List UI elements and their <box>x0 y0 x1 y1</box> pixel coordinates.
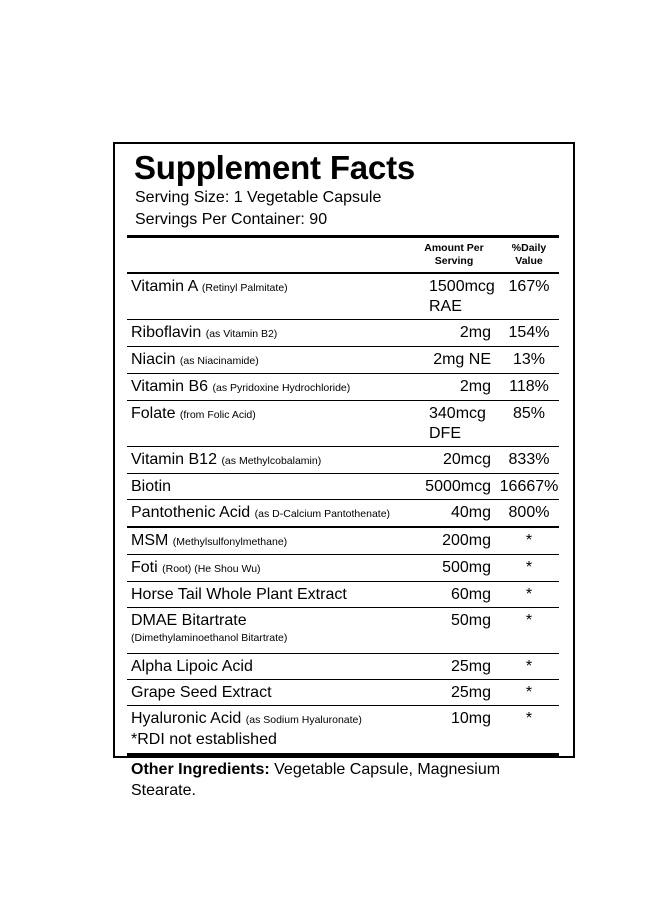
nutrient-label: Foti <box>131 559 158 576</box>
nutrient-amount: 10mg <box>450 710 491 727</box>
nutrient-amount: 25mg <box>450 684 491 701</box>
nutrient-row-horse-tail <box>127 582 559 608</box>
nutrient-name <box>131 585 409 605</box>
nutrient-name <box>131 683 409 703</box>
amount-header-line2: Serving <box>434 255 474 267</box>
nutrient-detail: (Retinyl Palmitate) <box>201 282 288 294</box>
nutrient-label: Alpha Lipoic Acid <box>131 658 253 675</box>
amount-header <box>409 242 499 268</box>
nutrient-amount: 500mg <box>442 559 491 576</box>
daily-value-header <box>499 242 559 268</box>
amount-line2: RAE <box>429 298 462 315</box>
rdi-footnote: *RDI not established <box>131 731 277 748</box>
nutrient-name <box>131 503 409 524</box>
nutrient-amount: 2mg NE <box>433 351 491 368</box>
nutrient-row-alpha-lipoic-acid <box>127 654 559 680</box>
nutrient-amount: 2mg <box>459 378 491 395</box>
nutrient-label: Horse Tail Whole Plant Extract <box>131 586 347 603</box>
nutrient-label: Niacin <box>131 351 176 368</box>
nutrient-name <box>131 657 409 677</box>
nutrient-name <box>131 709 409 730</box>
nutrient-amount: 60mg <box>450 586 491 603</box>
nutrient-name <box>131 277 409 298</box>
nutrient-name <box>131 558 409 579</box>
amount-header-line1: Amount Per <box>424 242 484 254</box>
nutrient-row-grape-seed-extract <box>127 680 559 706</box>
nutrient-label: Grape Seed Extract <box>131 684 272 701</box>
amount-line1: 1500mcg <box>429 278 495 295</box>
nutrient-dv: 800% <box>508 504 550 521</box>
nutrient-amount: 40mg <box>450 504 491 521</box>
other-ingredients <box>131 759 559 801</box>
nutrient-name <box>131 377 409 398</box>
serving-size: Serving Size: 1 Vegetable Capsule <box>135 189 382 206</box>
nutrient-detail: (as Sodium Hyaluronate) <box>245 714 362 726</box>
nutrient-name <box>131 611 409 651</box>
nutrient-name <box>131 477 409 497</box>
nutrient-row-pantothenic-acid <box>127 500 559 528</box>
nutrient-amount: 2mg <box>459 324 491 341</box>
nutrient-row-vitamin-a <box>127 274 559 320</box>
nutrient-label: DMAE Bitartrate <box>131 612 247 629</box>
nutrient-detail: (Dimethylaminoethanol Bitartrate) <box>131 632 288 644</box>
nutrient-amount: 50mg <box>450 612 491 629</box>
nutrient-name <box>131 531 409 552</box>
nutrient-dv: * <box>525 586 533 603</box>
nutrient-detail: (Methylsulfonylmethane) <box>172 536 288 548</box>
nutrient-dv: 118% <box>509 378 549 395</box>
supplement-facts-panel <box>113 142 575 799</box>
nutrient-dv: 833% <box>508 451 550 468</box>
nutrient-row-msm <box>127 528 559 555</box>
nutrient-detail: (as Pyridoxine Hydrochloride) <box>212 382 351 394</box>
nutrient-row-dmae <box>127 608 559 654</box>
panel-title: Supplement Facts <box>134 149 416 186</box>
nutrient-row-niacin <box>127 347 559 374</box>
nutrient-amount: 20mcg <box>442 451 491 468</box>
other-ingredients-text: Vegetable Capsule, Magnesium Stearate. <box>131 761 501 799</box>
amount-line1: 340mcg <box>429 405 486 422</box>
dv-header-line2: Value <box>515 255 543 267</box>
nutrient-row-biotin <box>127 474 559 500</box>
nutrient-detail: (as Methylcobalamin) <box>221 455 322 467</box>
nutrient-label: Vitamin B12 <box>131 451 217 468</box>
nutrient-row-vitamin-b12 <box>127 447 559 474</box>
nutrient-row-hyaluronic-acid <box>127 706 559 730</box>
nutrient-dv: 13% <box>512 351 546 368</box>
amount-line2: DFE <box>429 425 461 442</box>
nutrient-label: Hyaluronic Acid <box>131 710 242 727</box>
nutrient-detail: (as D-Calcium Pantothenate) <box>254 508 391 520</box>
nutrient-dv: * <box>525 612 533 629</box>
nutrient-label: Vitamin B6 <box>131 378 209 395</box>
nutrient-dv: 16667% <box>499 478 559 495</box>
row-spacer <box>131 645 409 651</box>
nutrient-label: MSM <box>131 532 169 549</box>
nutrient-name <box>131 323 409 344</box>
nutrient-amount <box>409 404 499 444</box>
nutrient-dv: * <box>525 710 533 727</box>
nutrient-dv: * <box>525 658 533 675</box>
nutrient-label: Pantothenic Acid <box>131 504 251 521</box>
nutrient-label: Biotin <box>131 478 172 495</box>
nutrient-name <box>131 350 409 371</box>
nutrient-detail: (as Vitamin B2) <box>205 328 278 340</box>
nutrient-row-riboflavin <box>127 320 559 347</box>
nutrient-name <box>131 404 409 425</box>
nutrient-row-vitamin-b6 <box>127 374 559 401</box>
footer-divider <box>127 753 559 756</box>
nutrient-row-folate <box>127 401 559 447</box>
nutrient-dv: 154% <box>508 324 550 341</box>
nutrient-name <box>131 450 409 471</box>
nutrient-amount <box>409 277 499 317</box>
nutrient-dv: 85% <box>512 405 546 422</box>
column-header-row <box>127 238 559 274</box>
servings-per-container: Servings Per Container: 90 <box>135 211 328 228</box>
dv-header-line1: %Daily <box>511 242 547 254</box>
nutrient-detail: (from Folic Acid) <box>179 409 256 421</box>
nutrient-label: Vitamin A <box>131 278 198 295</box>
nutrient-label: Folate <box>131 405 176 422</box>
nutrient-dv: 167% <box>508 278 550 295</box>
nutrient-label: Riboflavin <box>131 324 202 341</box>
nutrient-detail: (as Niacinamide) <box>179 355 259 367</box>
nutrient-amount: 25mg <box>450 658 491 675</box>
nutrient-dv: * <box>525 532 533 549</box>
nutrient-dv: * <box>525 559 533 576</box>
other-ingredients-label: Other Ingredients: <box>131 761 270 778</box>
nutrient-row-foti <box>127 555 559 582</box>
nutrient-detail: (Root) (He Shou Wu) <box>162 563 261 575</box>
nutrient-amount: 200mg <box>442 532 491 549</box>
nutrient-amount: 5000mcg <box>425 478 491 495</box>
nutrient-dv: * <box>525 684 533 701</box>
